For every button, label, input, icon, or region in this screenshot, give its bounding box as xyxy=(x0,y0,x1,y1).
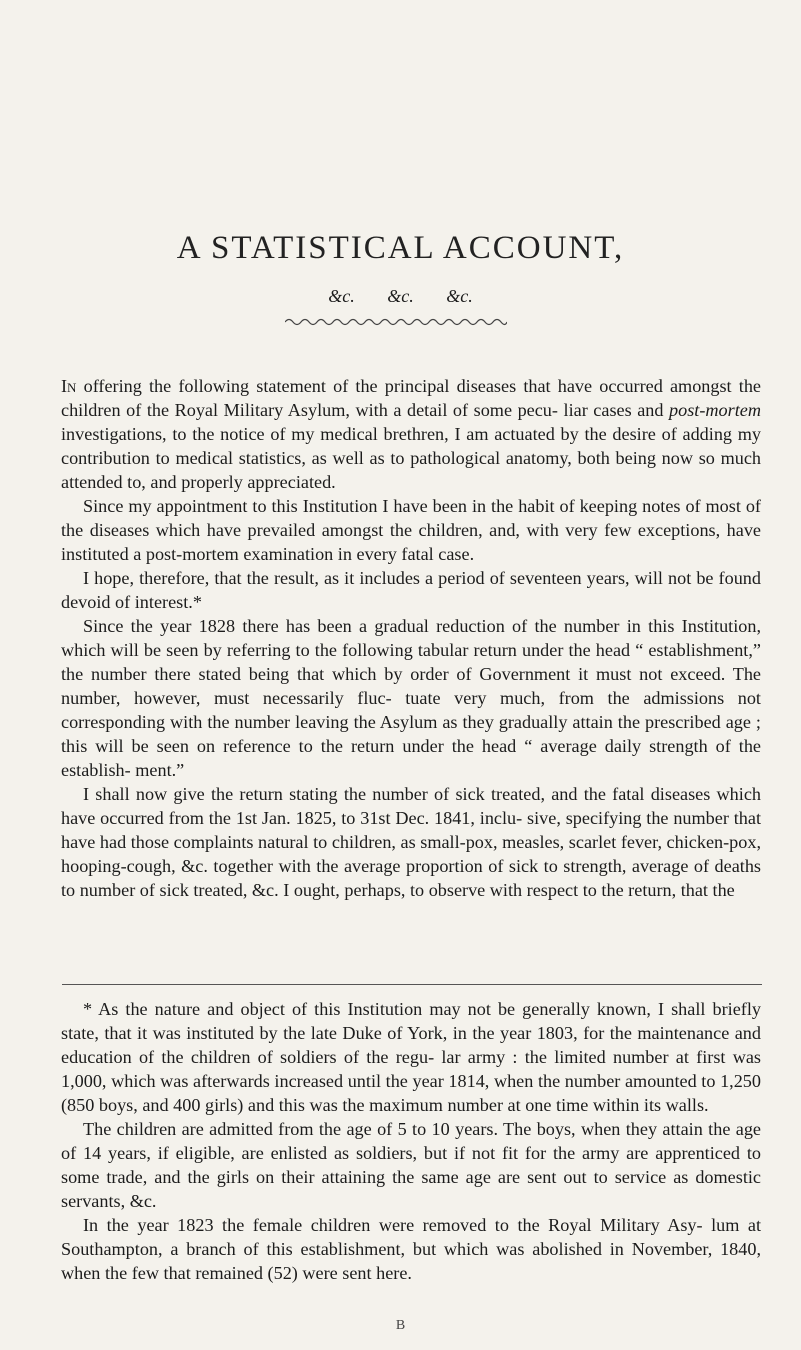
footnote-divider xyxy=(62,984,762,985)
paragraph-5: I shall now give the return stating the number of sick treated, and the fatal diseases which have occurred from the 1st Jan. 1825, to 31st Dec. 1841, inclu- sive, specifying the number that have had those complaints natural to children, as small-pox, measles, scarlet fever, chicken-pox, hooping-cough, &c. together with the average proportion of sick to strength, average of deaths to number of sick treated, &c. I ought, perhaps, to observe with respect to the return, that the xyxy=(61,784,761,900)
footnote xyxy=(61,997,761,1285)
page-title: A STATISTICAL ACCOUNT, xyxy=(176,230,625,266)
paragraph-3: I hope, therefore, that the result, as it includes a period of seventeen years, will not be found devoid of interest.* xyxy=(61,568,761,612)
footnote-paragraph-3: In the year 1823 the female children were removed to the Royal Military Asy- lum at Southampton, a branch of this establishment, but which was abolished in November, 1840, when the few that remained (52) were sent here. xyxy=(61,1215,761,1283)
paragraph-1: In offering the following statement of the principal diseases that have occurred amongst the children of the Royal Military Asylum, with a detail of some pecu- liar cases and post-mortem investigations, to the notice of my medical brethren, I am actuated by the desire of adding my contribution to medical statistics, as well as to pathological anatomy, both being now so much attended to, and properly appreciated. xyxy=(61,376,761,492)
footnote-paragraph-2: The children are admitted from the age of 5 to 10 years. The boys, when they attain the age of 14 years, if eligible, are enlisted as soldiers, but if not fit for the army are apprenticed to some trade, and the girls on their attaining the same age are sent out to service as domestic servants, &c. xyxy=(61,1119,761,1211)
paragraph-4: Since the year 1828 there has been a gradual reduction of the number in this Institution, which will be seen by referring to the following tabular return under the head “ establishment,” the number there stated being that which by order of Government it must not exceed. The number, however, must necessarily fluc- tuate very much, from the admissions not corresponding with the number leaving the Asylum as they gradually attain the prescribed age ; this will be seen on reference to the return under the head “ average daily strength of the establish- ment.” xyxy=(61,616,761,780)
footnote-paragraph-1: * As the nature and object of this Institution may not be generally known, I shall briefly state, that it was instituted by the late Duke of York, in the year 1803, for the maintenance and education of the children of soldiers of the regu- lar army : the limited number at first was 1,000, which was afterwards increased until the year 1814, when the number amounted to 1,250 (850 boys, and 400 girls) and this was the maximum number at one time within its walls. xyxy=(61,999,761,1115)
page-subtitle: &c. &c. &c. xyxy=(328,286,473,306)
italic-term: post-mortem xyxy=(669,400,761,420)
paragraph-2: Since my appointment to this Institution I have been in the habit of keeping notes of most of the diseases which have prevailed amongst the children, and, with very few exceptions, have instituted a post-mortem examination in every fatal case. xyxy=(61,496,761,564)
drop-lead-word: In xyxy=(61,376,77,396)
decorative-wavy-rule xyxy=(285,316,507,328)
main-text xyxy=(61,374,761,902)
signature-mark: B xyxy=(395,1318,406,1333)
